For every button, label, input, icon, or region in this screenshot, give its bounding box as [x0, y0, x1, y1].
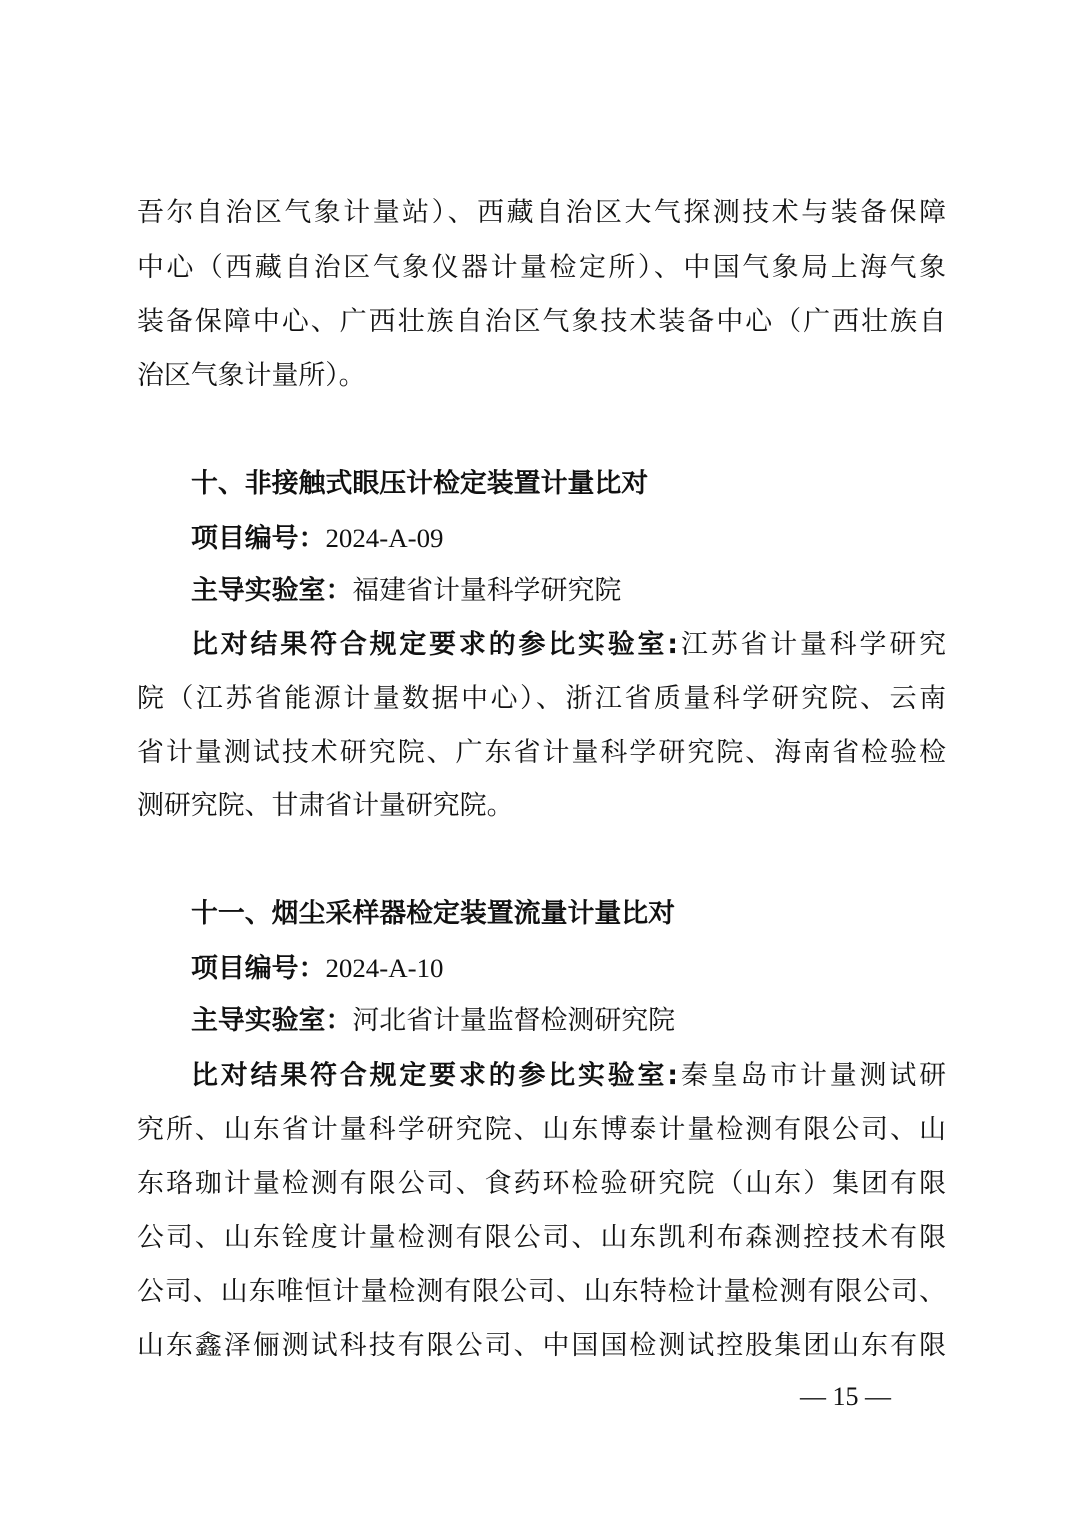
paragraph-line: 山东鑫泽俪测试科技有限公司、中国国检测试控股集团山东有限 — [137, 1330, 946, 1361]
page-number: — 15 — — [800, 1382, 891, 1411]
project-number-row — [137, 948, 946, 988]
section-heading: 十一、烟尘采样器检定装置流量计量比对 — [191, 898, 676, 929]
lead-lab-row — [137, 571, 946, 611]
participants-value: 江苏省计量科学研究 — [678, 629, 946, 660]
paragraph-line: 究所、山东省计量科学研究院、山东博泰计量检测有限公司、山 — [137, 1114, 946, 1145]
paragraph-line: 治区气象计量所）。 — [137, 360, 366, 391]
lead-lab-row — [137, 1001, 946, 1041]
lead-lab-label: 主导实验室： — [191, 575, 353, 606]
participants-row — [137, 1056, 946, 1096]
project-number-value: 2024-A-10 — [325, 953, 444, 983]
project-number-row — [137, 518, 946, 558]
participants-label: 比对结果符合规定要求的参比实验室: — [191, 629, 679, 660]
paragraph-line: 吾尔自治区气象计量站）、西藏自治区大气探测技术与装备保障 — [137, 197, 946, 228]
project-number-value: 2024-A-09 — [325, 523, 444, 553]
paragraph-line: 装备保障中心、广西壮族自治区气象技术装备中心（广西壮族自 — [137, 306, 946, 337]
paragraph-line: 院（江苏省能源计量数据中心）、浙江省质量科学研究院、云南 — [137, 683, 946, 714]
lead-lab-label: 主导实验室： — [191, 1005, 353, 1036]
paragraph-line: 中心（西藏自治区气象仪器计量检定所）、中国气象局上海气象 — [137, 252, 946, 283]
project-number-label: 项目编号： — [191, 523, 326, 554]
section-heading: 十、非接触式眼压计检定装置计量比对 — [191, 468, 649, 499]
participants-value: 秦皇岛市计量测试研 — [678, 1060, 946, 1091]
lead-lab-value: 福建省计量科学研究院 — [352, 575, 622, 606]
participants-label: 比对结果符合规定要求的参比实验室: — [191, 1060, 679, 1091]
project-number-label: 项目编号： — [191, 953, 326, 984]
lead-lab-value: 河北省计量监督检测研究院 — [352, 1005, 676, 1036]
paragraph-line: 公司、山东铨度计量检测有限公司、山东凯利布森测控技术有限 — [137, 1222, 946, 1253]
paragraph-line: 东珞珈计量检测有限公司、食药环检验研究院（山东）集团有限 — [137, 1168, 946, 1199]
participants-row — [137, 625, 946, 665]
paragraph-line: 省计量测试技术研究院、广东省计量科学研究院、海南省检验检 — [137, 737, 946, 768]
paragraph-line: 公司、山东唯恒计量检测有限公司、山东特检计量检测有限公司、 — [137, 1276, 946, 1307]
paragraph-line: 测研究院、甘肃省计量研究院。 — [137, 790, 514, 821]
